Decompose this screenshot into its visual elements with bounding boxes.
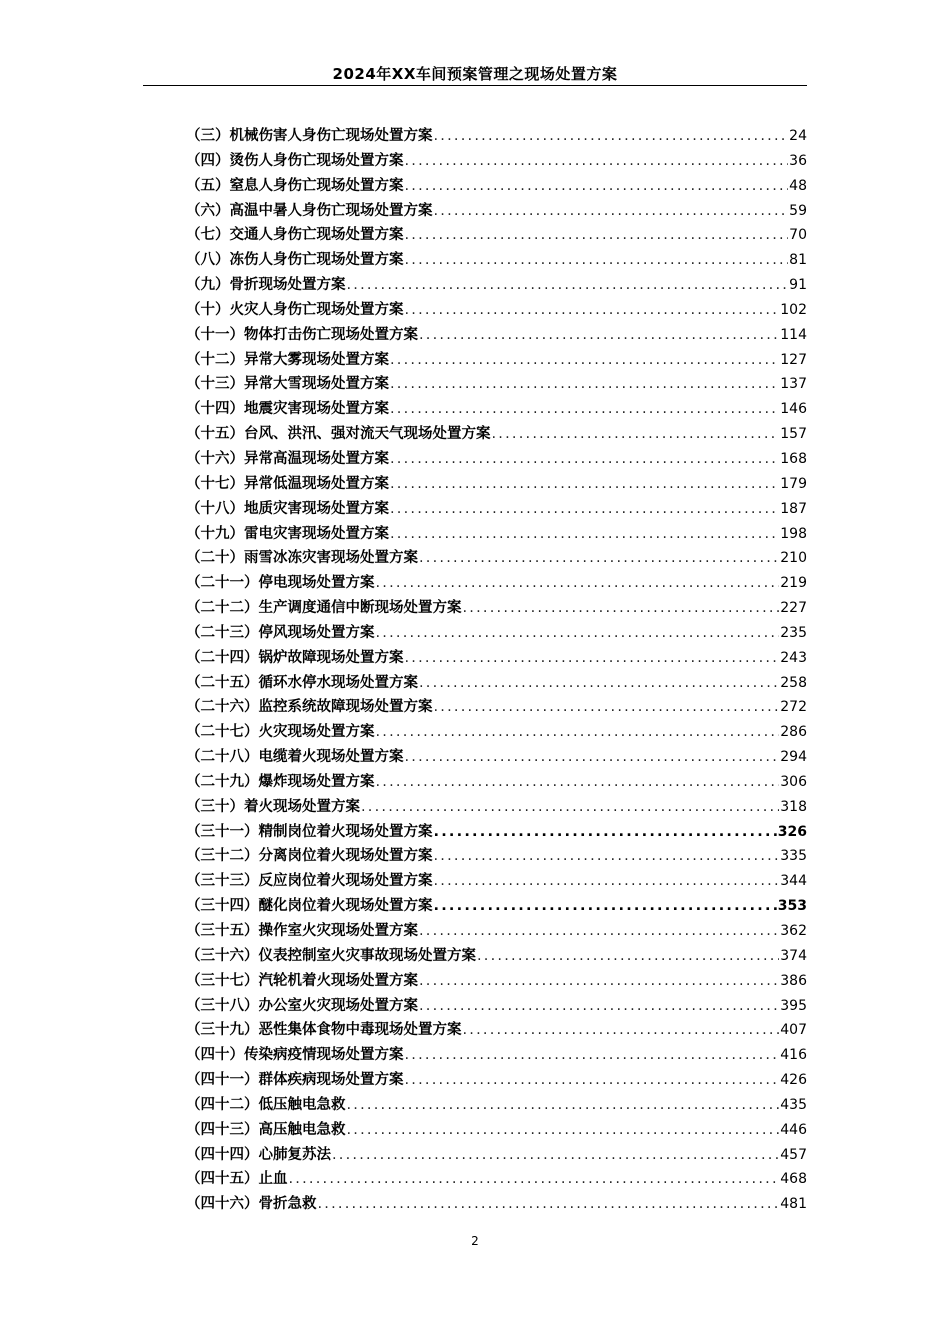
toc-entry-page-number: 326	[777, 823, 807, 840]
toc-entry-title: （三十一）精制岗位着火现场处置方案	[186, 823, 433, 840]
toc-entry-title: （十四）地震灾害现场处置方案	[186, 401, 389, 418]
toc-dot-leader	[376, 774, 780, 790]
toc-entry-title: （二十二）生产调度通信中断现场处置方案	[186, 600, 462, 617]
toc-entry[interactable]	[186, 795, 807, 820]
toc-dot-leader	[405, 650, 780, 666]
toc-entry-page-number: 70	[789, 227, 807, 244]
toc-entry-title: （三十三）反应岗位着火现场处置方案	[186, 873, 433, 890]
toc-entry-title: （十八）地质灾害现场处置方案	[186, 500, 389, 517]
toc-entry-title: （二十四）锅炉故障现场处置方案	[186, 649, 404, 666]
toc-entry-title: （四）烫伤人身伤亡现场处置方案	[186, 152, 404, 169]
toc-entry-title: （七）交通人身伤亡现场处置方案	[186, 227, 404, 244]
toc-entry-page-number: 344	[780, 873, 807, 890]
toc-dot-leader	[434, 128, 789, 144]
toc-entry[interactable]	[186, 472, 807, 497]
toc-entry-page-number: 146	[780, 401, 807, 418]
toc-entry-title: （四十一）群体疾病现场处置方案	[186, 1072, 404, 1089]
toc-entry[interactable]	[186, 1192, 807, 1217]
toc-dot-leader	[405, 252, 789, 268]
toc-entry[interactable]	[186, 869, 807, 894]
toc-entry-page-number: 198	[780, 525, 807, 542]
toc-entry-page-number: 137	[780, 376, 807, 393]
toc-entry[interactable]	[186, 1018, 807, 1043]
toc-entry-title: （四十）传染病疫情现场处置方案	[186, 1047, 404, 1064]
toc-entry[interactable]	[186, 1093, 807, 1118]
toc-entry[interactable]	[186, 522, 807, 547]
toc-entry[interactable]	[186, 695, 807, 720]
toc-entry-title: （十五）台风、洪汛、强对流天气现场处置方案	[186, 426, 491, 443]
toc-entry[interactable]	[186, 919, 807, 944]
toc-entry-title: （二十九）爆炸现场处置方案	[186, 773, 375, 790]
toc-entry[interactable]	[186, 944, 807, 969]
toc-entry-page-number: 157	[780, 426, 807, 443]
toc-entry[interactable]	[186, 199, 807, 224]
toc-entry[interactable]	[186, 994, 807, 1019]
toc-dot-leader	[376, 575, 780, 591]
toc-dot-leader	[390, 451, 779, 467]
toc-entry[interactable]	[186, 223, 807, 248]
toc-entry[interactable]	[186, 174, 807, 199]
toc-entry[interactable]	[186, 248, 807, 273]
toc-entry-page-number: 386	[780, 972, 807, 989]
toc-entry-title: （二十八）电缆着火现场处置方案	[186, 749, 404, 766]
toc-entry-title: （三十八）办公室火灾现场处置方案	[186, 997, 418, 1014]
toc-entry[interactable]	[186, 273, 807, 298]
toc-dot-leader	[477, 948, 779, 964]
toc-dot-leader	[419, 675, 779, 691]
toc-entry[interactable]	[186, 621, 807, 646]
toc-entry[interactable]	[186, 671, 807, 696]
toc-entry[interactable]	[186, 1068, 807, 1093]
toc-entry-page-number: 219	[780, 575, 807, 592]
toc-dot-leader	[390, 401, 779, 417]
toc-entry-title: （二十一）停电现场处置方案	[186, 575, 375, 592]
toc-entry[interactable]	[186, 770, 807, 795]
toc-entry-title: （十）火灾人身伤亡现场处置方案	[186, 301, 404, 318]
toc-dot-leader	[405, 302, 780, 318]
header-divider	[143, 85, 807, 86]
toc-entry-page-number: 227	[780, 600, 807, 617]
toc-entry-page-number: 294	[780, 749, 807, 766]
toc-entry-page-number: 457	[780, 1146, 807, 1163]
toc-dot-leader	[318, 1196, 780, 1212]
toc-entry-title: （三）机械伤害人身伤亡现场处置方案	[186, 128, 433, 144]
toc-entry[interactable]	[186, 447, 807, 472]
toc-entry[interactable]	[186, 348, 807, 373]
toc-dot-leader	[289, 1171, 780, 1187]
toc-entry-page-number: 374	[780, 947, 807, 964]
table-of-contents	[186, 124, 807, 1217]
toc-dot-leader	[419, 923, 779, 939]
toc-entry[interactable]	[186, 844, 807, 869]
toc-entry-title: （二十五）循环水停水现场处置方案	[186, 674, 418, 691]
toc-entry-title: （三十五）操作室火灾现场处置方案	[186, 923, 418, 939]
toc-entry-title: （四十四）心肺复苏法	[186, 1146, 331, 1163]
toc-entry-page-number: 243	[780, 649, 807, 666]
toc-entry[interactable]	[186, 1167, 807, 1192]
toc-entry-title: （二十三）停风现场处置方案	[186, 624, 375, 641]
toc-dot-leader	[419, 998, 779, 1014]
toc-entry-title: （三十二）分离岗位着火现场处置方案	[186, 848, 433, 865]
toc-entry-page-number: 102	[780, 301, 807, 318]
toc-entry[interactable]	[186, 1043, 807, 1068]
toc-entry[interactable]	[186, 397, 807, 422]
toc-entry-title: （四十二）低压触电急救	[186, 1096, 346, 1113]
toc-dot-leader	[405, 749, 780, 765]
toc-entry-title: （十九）雷电灾害现场处置方案	[186, 525, 389, 542]
toc-entry-title: （十七）异常低温现场处置方案	[186, 475, 389, 492]
toc-entry-page-number: 272	[780, 699, 807, 716]
toc-entry-page-number: 426	[780, 1072, 807, 1089]
toc-entry-title: （四十六）骨折急救	[186, 1196, 317, 1213]
toc-entry-title: （十一）物体打击伤亡现场处置方案	[186, 326, 418, 343]
toc-entry-title: （八）冻伤人身伤亡现场处置方案	[186, 252, 404, 269]
toc-entry-page-number: 24	[789, 128, 807, 144]
toc-entry-page-number: 210	[780, 550, 807, 567]
toc-dot-leader	[434, 824, 777, 840]
toc-entry-title: （六）高温中暑人身伤亡现场处置方案	[186, 202, 433, 219]
toc-dot-leader	[347, 277, 789, 293]
toc-entry-page-number: 362	[780, 923, 807, 939]
toc-entry[interactable]	[186, 1143, 807, 1168]
toc-entry[interactable]	[186, 969, 807, 994]
page-header-title: 2024年XX车间预案管理之现场处置方案	[332, 65, 618, 83]
toc-entry-page-number: 416	[780, 1047, 807, 1064]
toc-entry-page-number: 48	[789, 177, 807, 194]
toc-entry-page-number: 353	[777, 898, 807, 915]
toc-entry-title: （三十）着火现场处置方案	[186, 798, 360, 815]
toc-dot-leader	[434, 898, 777, 914]
toc-entry-title: （十六）异常高温现场处置方案	[186, 450, 389, 467]
toc-dot-leader	[390, 476, 779, 492]
toc-entry-title: （四十三）高压触电急救	[186, 1121, 346, 1138]
toc-dot-leader	[390, 526, 779, 542]
toc-dot-leader	[434, 203, 789, 219]
toc-dot-leader	[405, 1072, 780, 1088]
toc-dot-leader	[361, 799, 779, 815]
toc-dot-leader	[463, 1022, 780, 1038]
toc-entry[interactable]	[186, 372, 807, 397]
toc-entry-page-number: 59	[789, 202, 807, 219]
toc-entry[interactable]	[186, 124, 807, 149]
toc-entry[interactable]	[186, 149, 807, 174]
toc-entry[interactable]	[186, 820, 807, 845]
toc-dot-leader	[332, 1147, 779, 1163]
toc-dot-leader	[434, 699, 780, 715]
toc-dot-leader	[347, 1122, 780, 1138]
toc-entry-page-number: 179	[780, 475, 807, 492]
toc-entry-page-number: 114	[780, 326, 807, 343]
toc-entry-page-number: 258	[780, 674, 807, 691]
page-number: 2	[471, 1234, 479, 1248]
toc-dot-leader	[405, 1047, 780, 1063]
toc-entry-page-number: 81	[789, 252, 807, 269]
toc-entry-page-number: 187	[780, 500, 807, 517]
toc-entry-title: （三十七）汽轮机着火现场处置方案	[186, 972, 418, 989]
toc-entry-page-number: 335	[780, 848, 807, 865]
toc-dot-leader	[419, 550, 779, 566]
toc-entry[interactable]	[186, 720, 807, 745]
toc-dot-leader	[419, 327, 779, 343]
toc-entry-title: （三十六）仪表控制室火灾事故现场处置方案	[186, 947, 476, 964]
toc-entry[interactable]	[186, 546, 807, 571]
toc-entry[interactable]	[186, 596, 807, 621]
toc-entry-page-number: 127	[780, 351, 807, 368]
toc-entry[interactable]	[186, 646, 807, 671]
toc-entry-title: （九）骨折现场处置方案	[186, 277, 346, 294]
toc-entry-page-number: 318	[780, 798, 807, 815]
toc-entry-title: （二十六）监控系统故障现场处置方案	[186, 699, 433, 716]
toc-dot-leader	[419, 973, 779, 989]
toc-dot-leader	[347, 1097, 780, 1113]
toc-entry-title: （十三）异常大雪现场处置方案	[186, 376, 389, 393]
toc-dot-leader	[405, 227, 789, 243]
toc-entry[interactable]	[186, 323, 807, 348]
toc-entry-title: （二十）雨雪冰冻灾害现场处置方案	[186, 550, 418, 567]
toc-entry[interactable]	[186, 894, 807, 919]
toc-entry-page-number: 235	[780, 624, 807, 641]
toc-dot-leader	[390, 352, 779, 368]
toc-entry-title: （三十九）恶性集体食物中毒现场处置方案	[186, 1022, 462, 1039]
toc-entry-page-number: 407	[780, 1022, 807, 1039]
toc-entry-title: （十二）异常大雾现场处置方案	[186, 351, 389, 368]
toc-entry-title: （二十七）火灾现场处置方案	[186, 724, 375, 741]
toc-entry[interactable]	[186, 571, 807, 596]
toc-dot-leader	[434, 848, 780, 864]
toc-entry[interactable]	[186, 745, 807, 770]
toc-entry[interactable]	[186, 1118, 807, 1143]
toc-entry[interactable]	[186, 497, 807, 522]
toc-dot-leader	[405, 178, 789, 194]
toc-entry-page-number: 306	[780, 773, 807, 790]
toc-entry-title: （四十五）止血	[186, 1171, 288, 1188]
toc-entry[interactable]	[186, 298, 807, 323]
toc-entry-page-number: 435	[780, 1096, 807, 1113]
toc-entry-title: （五）窒息人身伤亡现场处置方案	[186, 177, 404, 194]
toc-dot-leader	[390, 376, 779, 392]
toc-entry-title: （三十四）醚化岗位着火现场处置方案	[186, 898, 433, 915]
toc-entry-page-number: 395	[780, 997, 807, 1014]
toc-dot-leader	[405, 153, 789, 169]
toc-dot-leader	[390, 501, 779, 517]
toc-entry[interactable]	[186, 422, 807, 447]
toc-dot-leader	[376, 724, 780, 740]
toc-entry-page-number: 36	[789, 152, 807, 169]
toc-dot-leader	[492, 426, 780, 442]
toc-dot-leader	[434, 873, 780, 889]
toc-dot-leader	[376, 625, 780, 641]
toc-entry-page-number: 91	[789, 277, 807, 294]
toc-entry-page-number: 168	[780, 450, 807, 467]
toc-entry-page-number: 286	[780, 724, 807, 741]
toc-dot-leader	[463, 600, 780, 616]
toc-entry-page-number: 481	[780, 1196, 807, 1213]
toc-entry-page-number: 446	[780, 1121, 807, 1138]
toc-entry-page-number: 468	[780, 1171, 807, 1188]
